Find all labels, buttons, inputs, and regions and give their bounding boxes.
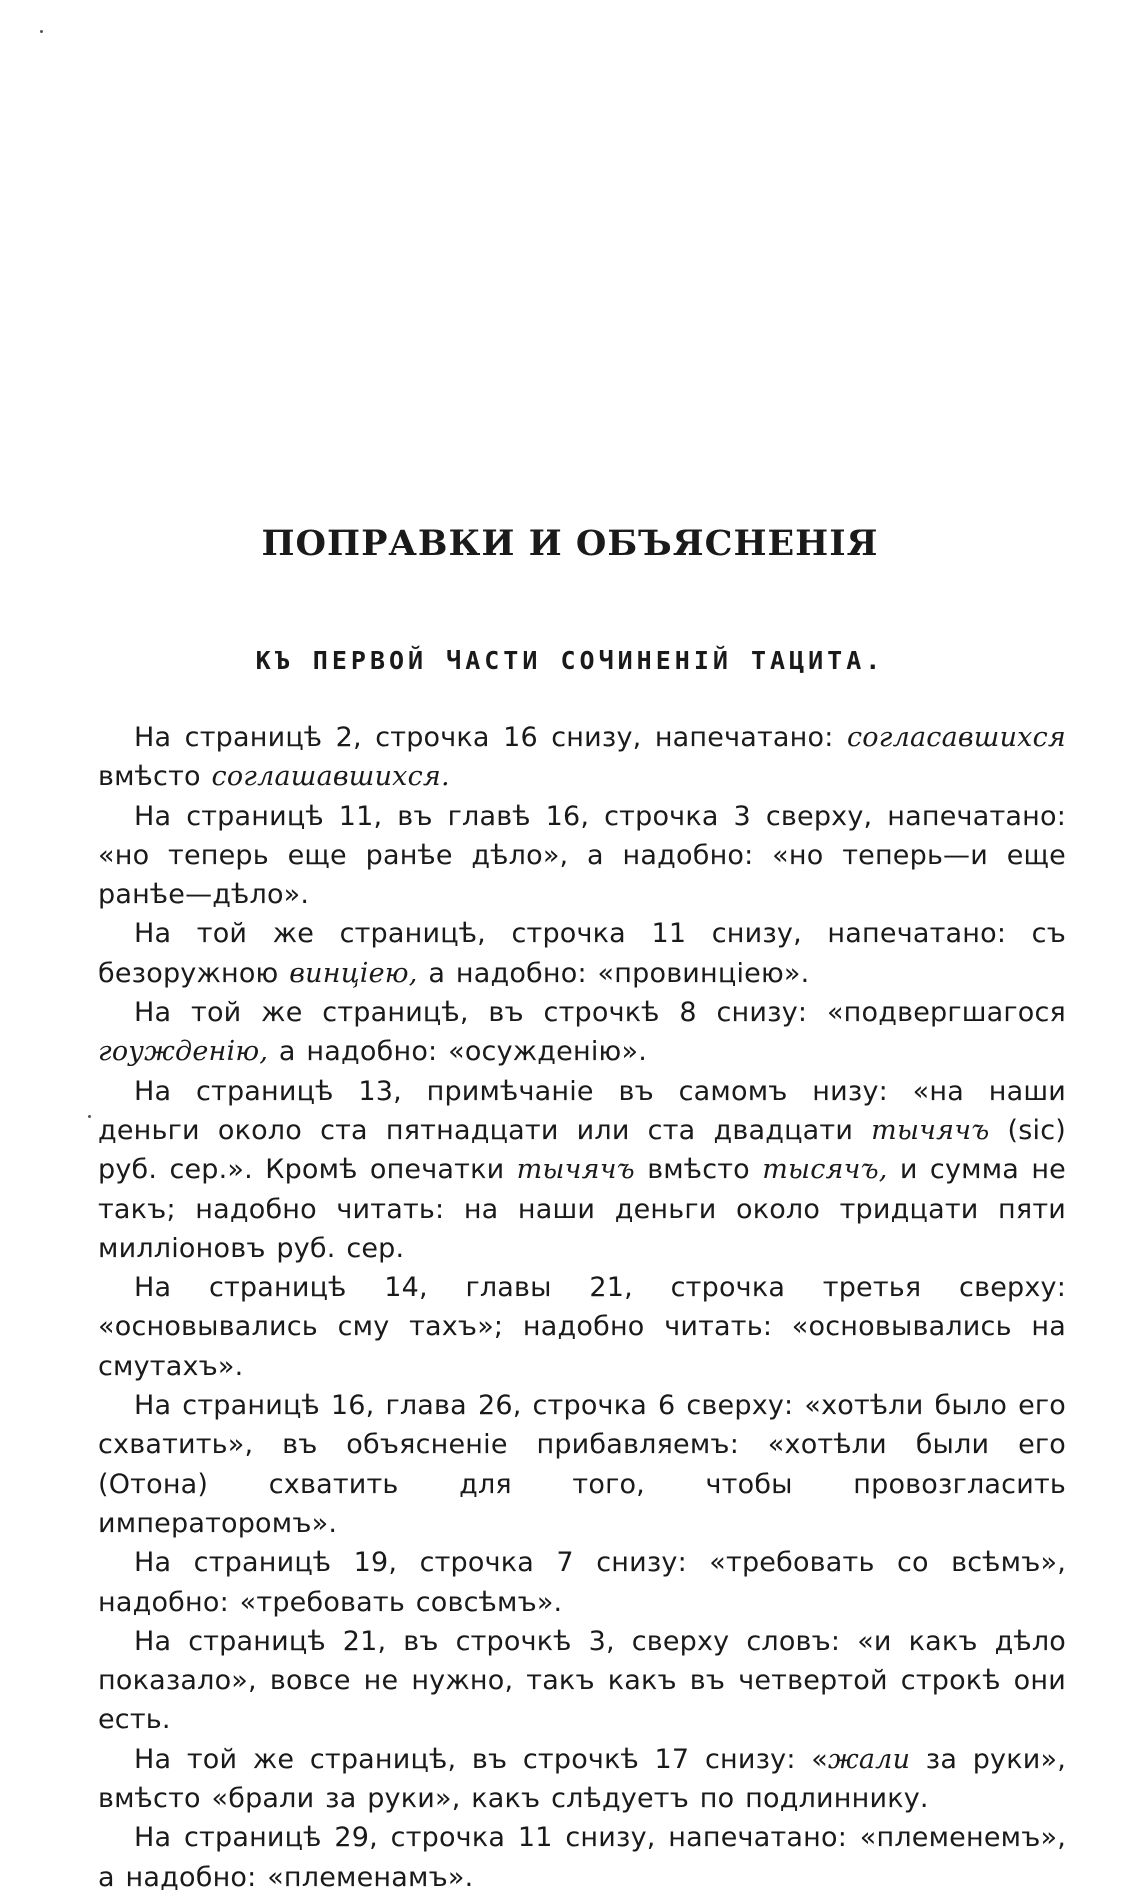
page-subtitle: КЪ ПЕРВОЙ ЧАСТИ СОЧИНЕНІЙ ТАЦИТА.: [255, 646, 885, 675]
correction-paragraph: На страницѣ 11, въ главѣ 16, строчка 3 сверху, напечатано: «но теперь еще ранѣе дѣло», а надобно: «но теперь—и еще ранѣе—дѣло».: [98, 800, 1066, 911]
correction-paragraph: На страницѣ 2, строчка 16 снизу, напечатано: согласавшихся вмѣсто соглашавшихся.: [98, 722, 1066, 793]
speck-mark: [88, 1115, 91, 1118]
correction-paragraph: На страницѣ 29, строчка 11 снизу, напечатано: «племенемъ», а надобно: «племенамъ».: [98, 1822, 1066, 1893]
speck-mark: [40, 30, 43, 33]
correction-paragraph: На страницѣ 16, глава 26, строчка 6 сверху: «хотѣли было его схватить», въ объясненіе прибавляемъ: «хотѣли были его (Отона) схватить для того, чтобы провозгласить императоромъ».: [98, 1390, 1066, 1539]
correction-paragraph: На той же страницѣ, въ строчкѣ 8 снизу: «подвергшагося гоужденію, а надобно: «осужденію».: [98, 997, 1066, 1068]
correction-paragraph: На той же страницѣ, строчка 11 снизу, напечатано: съ безоружною винціею, а надобно: «провинціею».: [98, 918, 1066, 989]
correction-paragraph: На страницѣ 13, примѣчаніе въ самомъ низу: «на наши деньги около ста пятнадцати или ста двадцати тычячъ (sic) руб. сер.». Кромѣ опечатки тычячъ вмѣсто тысячъ, и сумма не такъ; надобно читать: на наши деньги около тридцати пяти милліоновъ руб. сер.: [98, 1075, 1067, 1264]
page-title: ПОПРАВКИ И ОБЪЯСНЕНІЯ: [261, 523, 879, 564]
correction-paragraph: На страницѣ 19, строчка 7 снизу: «требовать со всѣмъ», надобно: «требовать совсѣмъ».: [98, 1547, 1066, 1618]
correction-paragraph: На страницѣ 14, главы 21, строчка третья сверху: «основывались сму тахъ»; надобно читать: «основывались на смутахъ».: [98, 1272, 1066, 1382]
corrections-list: [98, 718, 1066, 1897]
correction-paragraph: На страницѣ 21, въ строчкѣ 3, сверху словъ: «и какъ дѣло показало», вовсе не нужно, такъ какъ въ четвертой строкѣ они есть.: [98, 1625, 1066, 1736]
correction-paragraph: На той же страницѣ, въ строчкѣ 17 снизу: «жали за руки», вмѣсто «брали за руки», какъ слѣдуетъ по подлиннику.: [98, 1743, 1066, 1815]
